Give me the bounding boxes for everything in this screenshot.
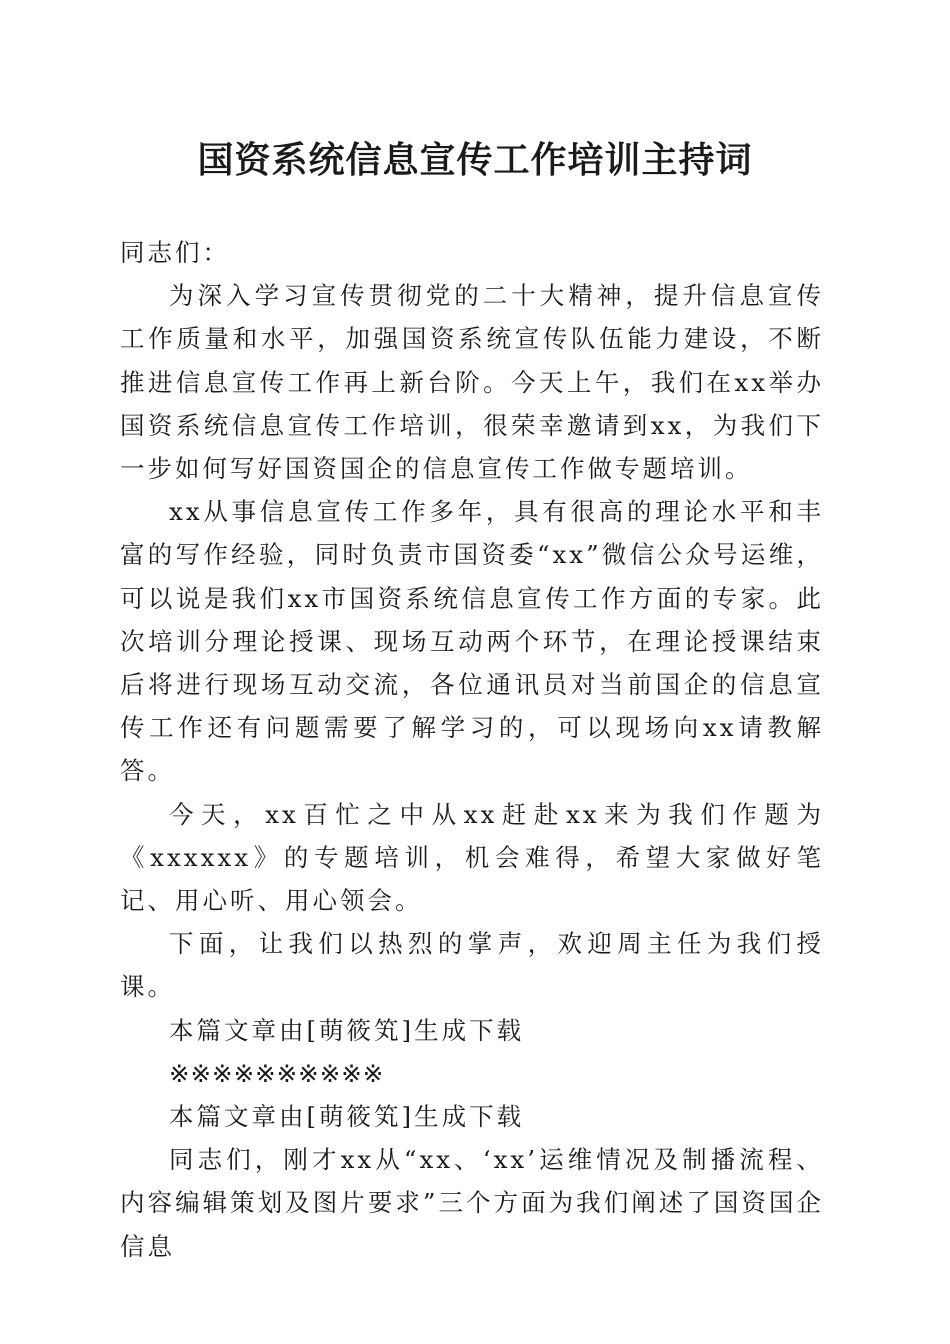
separator-symbols: ※※※※※※※※※※ [169, 1058, 385, 1088]
document-body [120, 231, 824, 1268]
document-title: 国资系统信息宣传工作培训主持词 [197, 139, 753, 181]
greeting-line: 同志们： [120, 238, 230, 267]
watermark-line-2: 本篇文章由[萌筱笂]生成下载 [169, 1102, 525, 1132]
paragraph-welcome: 下面，让我们以热烈的掌声，欢迎周主任为我们授课。 [120, 929, 824, 1002]
watermark-line-1: 本篇文章由[萌筱笂]生成下载 [169, 1015, 525, 1045]
paragraph-summary: 同志们，刚才xx从“xx、‘xx’运维情况及制播流程、内容编辑策划及图片要求”三个方面为我们阐述了国资国企信息 [120, 1145, 824, 1261]
paragraph-intro: 为深入学习宣传贯彻党的二十大精神，提升信息宣传工作质量和水平，加强国资系统宣传队伍能力建设，不断推进信息宣传工作再上新台阶。今天上午，我们在xx举办国资系统信息宣传工作培训，很荣幸邀请到xx，为我们下一步如何写好国资国企的信息宣传工作做专题培训。 [120, 281, 824, 484]
paragraph-speaker-bio: xx从事信息宣传工作多年，具有很高的理论水平和丰富的写作经验，同时负责市国资委“xx”微信公众号运维，可以说是我们xx市国资系统信息宣传工作方面的专家。此次培训分理论授课、现场互动两个环节，在理论授课结束后将进行现场互动交流，各位通讯员对当前国企的信息宣传工作还有问题需要了解学习的，可以现场向xx请教解答。 [120, 497, 824, 786]
paragraph-topic: 今天，xx百忙之中从xx赶赴xx来为我们作题为《xxxxxx》的专题培训，机会难得，希望大家做好笔记、用心听、用心领会。 [120, 799, 824, 916]
